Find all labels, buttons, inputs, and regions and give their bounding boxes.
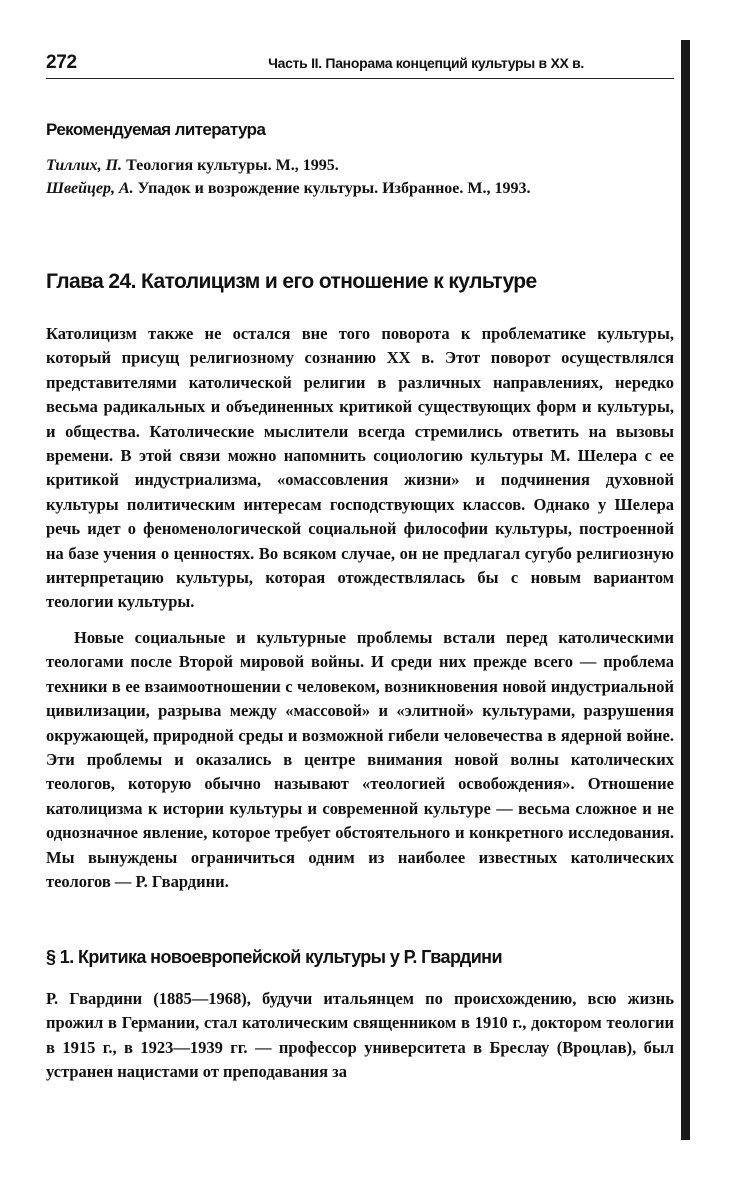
page-edge-shadow bbox=[681, 40, 690, 1140]
body-paragraph: Р. Гвардини (1885—1968), будучи итальянцем по происхождению, всю жизнь прожил в Германии, стал католическим священником в 1910 г., доктором теологии в 1915 г., в 1923—1939 гг. — профессор университета в Бреслау (Вроцлав), был устранен нацистами от преподавания за bbox=[46, 989, 674, 1082]
reference-item bbox=[46, 157, 339, 175]
section-title: § 1. Критика новоевропейской культуры у Р. Гвардини bbox=[46, 947, 502, 967]
reference-author: Швейцер, А. bbox=[46, 180, 134, 197]
chapter-title: Глава 24. Католицизм и его отношение к культуре bbox=[46, 270, 537, 293]
page-header bbox=[46, 52, 674, 79]
reference-item bbox=[46, 180, 531, 198]
body-paragraph: Новые социальные и культурные проблемы встали перед католическими теологами после Второй мировой войны. И среди них прежде всего — проблема техники в ее взаимоотношении с человеком, возникновения новой индустриальной цивилизации, разрыва между «массовой» и «элитной» культурами, разрушения окружающей, природной среды и возможной гибели человечества в ядерной войне. Эти проблемы и оказались в центре внимания новой волны католических теологов, которую обычно называют «теологией освобождения». Отношение католицизма к истории культуры и современной культуре — весьма сложное и не однозначное явление, которое требует обстоятельного и конкретного исследования. Мы вынуждены ограничиться одним из наиболее известных католических теологов — Р. Гвардини. bbox=[46, 628, 674, 892]
page-number: 272 bbox=[46, 52, 77, 73]
running-head: Часть II. Панорама концепций культуры в XX в. bbox=[268, 55, 584, 71]
reference-author: Тиллих, П. bbox=[46, 157, 123, 174]
reference-title: Теология культуры. М., 1995. bbox=[126, 157, 339, 174]
reference-title: Упадок и возрождение культуры. Избранное. М., 1993. bbox=[137, 180, 531, 197]
literature-heading: Рекомендуемая литература bbox=[46, 120, 266, 139]
body-paragraph: Католицизм также не остался вне того поворота к проблематике культуры, который присущ религиозному сознанию XX в. Этот поворот осуществлялся представителями католической религии в различных направлениях, нередко весьма радикальных и объединенных критикой существующих форм и культуры, и общества. Католические мыслители всегда стремились ответить на вызовы времени. В этой связи можно напомнить социологию культуры М. Шелера с ее критикой индустриализма, «омассовления жизни» и подчинения духовной культуры политическим интересам господствующих классов. Однако у Шелера речь идет о феноменологической социальной философии культуры, построенной на базе учения о ценностях. Во всяком случае, он не предлагал сугубо религиозную интерпретацию культуры, которая отождествлялась бы с новым вариантом теологии культуры. bbox=[46, 324, 674, 612]
